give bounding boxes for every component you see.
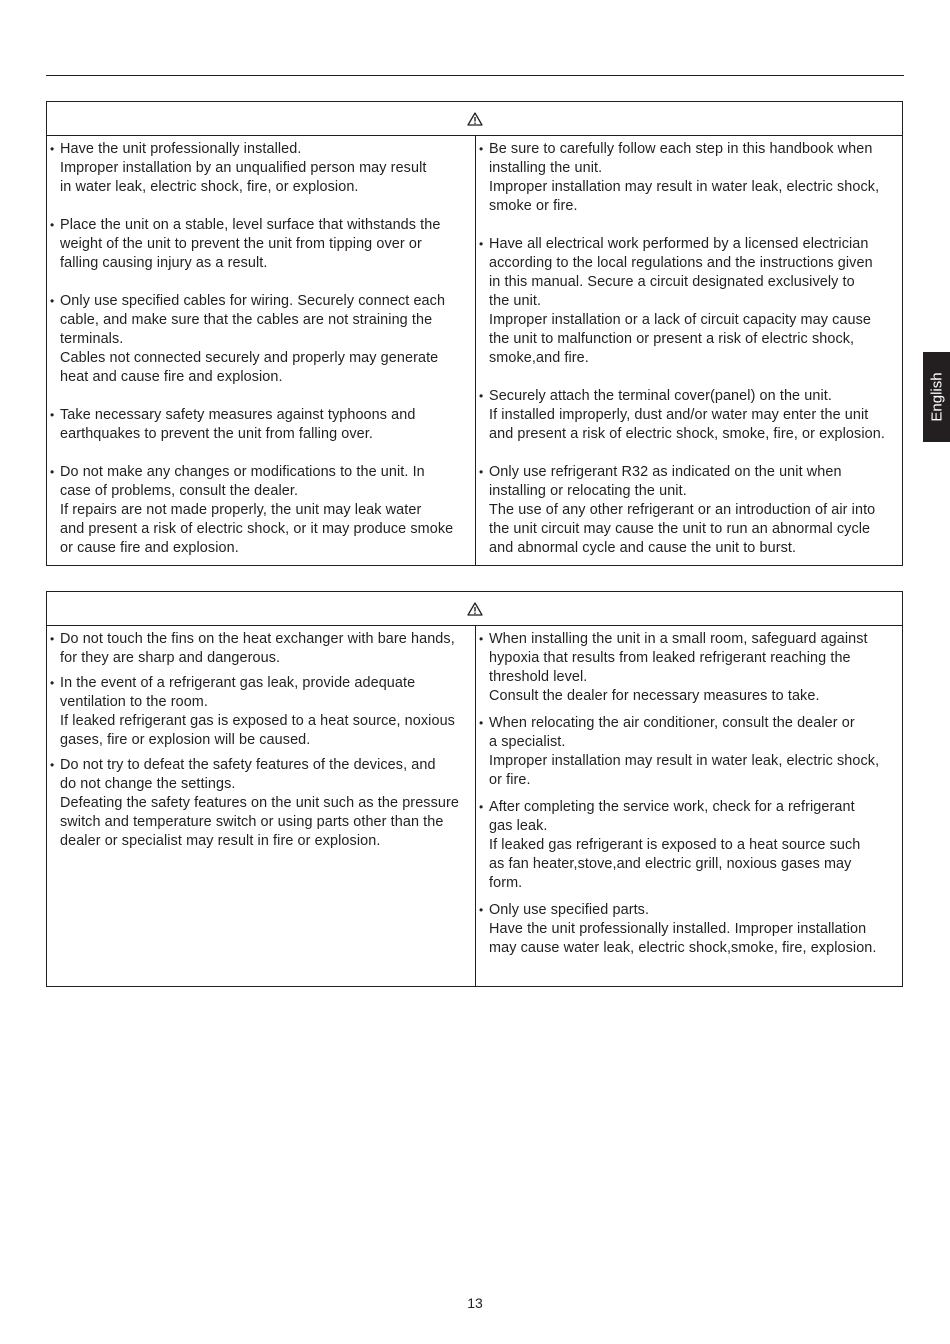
warning-section [46, 101, 903, 566]
bullet-text [60, 630, 455, 668]
text-line: Only use specified parts. [489, 902, 650, 918]
text-line: Securely attach the terminal cover(panel) on the unit. [489, 388, 832, 404]
language-tab-label: English [928, 372, 945, 422]
bullet-dot-icon: • [479, 800, 484, 814]
caution-left-column [47, 625, 476, 986]
text-line: Be sure to carefully follow each step in this handbook when [489, 141, 873, 157]
text-line: Do not touch the fins on the heat exchanger with bare hands, [60, 631, 455, 647]
text-line: Improper installation or a lack of circuit capacity may cause [489, 312, 872, 328]
text-line: in water leak, electric shock, fire, or explosion. [60, 179, 359, 195]
bullet-item [479, 798, 899, 893]
caution-triangle-icon [467, 602, 483, 616]
bullet-dot-icon: • [50, 294, 55, 308]
bullet-dot-icon: • [50, 408, 55, 422]
text-line: and present a risk of electric shock, smoke, fire, or explosion. [489, 426, 885, 442]
text-line: weight of the unit to prevent the unit from tipping over or [60, 236, 422, 252]
bullet-dot-icon: • [479, 237, 484, 251]
text-line: Do not make any changes or modifications to the unit. In [60, 464, 425, 480]
text-line: Take necessary safety measures against typhoons and [60, 407, 416, 423]
warning-right-column [476, 135, 902, 565]
bullet-text [60, 406, 415, 444]
bullet-item [479, 901, 899, 958]
text-line: and present a risk of electric shock, or it may produce smoke [60, 521, 454, 537]
text-line: dealer or specialist may result in fire or explosion. [60, 833, 381, 849]
text-line: When relocating the air conditioner, consult the dealer or [489, 715, 855, 731]
caution-right-column [476, 625, 902, 986]
text-line: Improper installation may result in water leak, electric shock, [489, 753, 880, 769]
bullet-text [60, 463, 453, 558]
text-line: If leaked refrigerant gas is exposed to a heat source, noxious [60, 713, 455, 729]
bullet-text [489, 901, 877, 958]
language-tab [923, 352, 950, 442]
text-line: The use of any other refrigerant or an introduction of air into [489, 502, 876, 518]
text-line: do not change the settings. [60, 776, 236, 792]
bullet-item [479, 235, 899, 368]
text-line: and abnormal cycle and cause the unit to burst. [489, 540, 797, 556]
bullet-item [479, 140, 899, 216]
bullet-text [489, 235, 873, 368]
warning-header [47, 102, 902, 136]
bullet-dot-icon: • [479, 465, 484, 479]
text-line: installing or relocating the unit. [489, 483, 687, 499]
bullet-item [479, 387, 899, 444]
text-line: form. [489, 875, 523, 891]
text-line: heat and cause fire and explosion. [60, 369, 283, 385]
text-line: in this manual. Secure a circuit designated exclusively to [489, 274, 855, 290]
bullet-item [50, 463, 472, 558]
text-line: as fan heater,stove,and electric grill, noxious gases may [489, 856, 852, 872]
bullet-text [489, 463, 875, 558]
bullet-text [60, 292, 445, 387]
text-line: the unit circuit may cause the unit to run an abnormal cycle [489, 521, 871, 537]
bullet-text [60, 674, 455, 750]
text-line: Do not try to defeat the safety features of the devices, and [60, 757, 436, 773]
text-line: If installed improperly, dust and/or water may enter the unit [489, 407, 869, 423]
bullet-text [60, 140, 426, 197]
text-line: for they are sharp and dangerous. [60, 650, 281, 666]
text-line: Only use specified cables for wiring. Securely connect each [60, 293, 446, 309]
bullet-dot-icon: • [479, 142, 484, 156]
text-line: In the event of a refrigerant gas leak, provide adequate [60, 675, 416, 691]
text-line: terminals. [60, 331, 124, 347]
bullet-text [489, 630, 868, 706]
text-line: smoke or fire. [489, 198, 578, 214]
text-line: ventilation to the room. [60, 694, 208, 710]
bullet-text [489, 798, 860, 893]
text-line: or cause fire and explosion. [60, 540, 239, 556]
text-line: Defeating the safety features on the unit such as the pressure [60, 795, 459, 811]
text-line: gases, fire or explosion will be caused. [60, 732, 311, 748]
bullet-text [489, 714, 879, 790]
bullet-dot-icon: • [50, 758, 55, 772]
bullet-text [60, 216, 440, 273]
bullet-text [60, 756, 459, 851]
bullet-item [479, 714, 899, 790]
bullet-dot-icon: • [50, 142, 55, 156]
text-line: the unit to malfunction or present a risk of electric shock, [489, 331, 855, 347]
bullet-text [489, 140, 879, 216]
text-line: Cables not connected securely and properly may generate [60, 350, 439, 366]
bullet-dot-icon: • [50, 632, 55, 646]
text-line: Improper installation by an unqualified person may result [60, 160, 427, 176]
bullet-dot-icon: • [50, 218, 55, 232]
text-line: When installing the unit in a small room, safeguard against [489, 631, 868, 647]
text-line: Have the unit professionally installed. [60, 141, 302, 157]
text-line: the unit. [489, 293, 542, 309]
bullet-dot-icon: • [479, 632, 484, 646]
bullet-item [50, 406, 472, 444]
bullet-item [50, 674, 472, 750]
top-rule [46, 75, 904, 76]
text-line: case of problems, consult the dealer. [60, 483, 299, 499]
text-line: If repairs are not made properly, the unit may leak water [60, 502, 422, 518]
bullet-dot-icon: • [50, 465, 55, 479]
text-line: earthquakes to prevent the unit from falling over. [60, 426, 373, 442]
warning-left-column [47, 135, 476, 565]
caution-header [47, 592, 902, 626]
bullet-item [479, 630, 899, 706]
text-line: Consult the dealer for necessary measures to take. [489, 688, 820, 704]
text-line: gas leak. [489, 818, 548, 834]
page-number: 13 [467, 1295, 483, 1311]
bullet-dot-icon: • [50, 676, 55, 690]
text-line: according to the local regulations and the instructions given [489, 255, 873, 271]
text-line: smoke,and fire. [489, 350, 589, 366]
text-line: Have all electrical work performed by a licensed electrician [489, 236, 869, 252]
text-line: a specialist. [489, 734, 566, 750]
warning-triangle-icon [467, 112, 483, 126]
text-line: cable, and make sure that the cables are not straining the [60, 312, 433, 328]
bullet-item [50, 292, 472, 387]
text-line: After completing the service work, check for a refrigerant [489, 799, 855, 815]
bullet-item [50, 140, 472, 197]
text-line: hypoxia that results from leaked refrigerant reaching the [489, 650, 851, 666]
text-line: or fire. [489, 772, 531, 788]
text-line: installing the unit. [489, 160, 603, 176]
text-line: If leaked gas refrigerant is exposed to a heat source such [489, 837, 861, 853]
text-line: Have the unit professionally installed. Improper installation [489, 921, 867, 937]
caution-section [46, 591, 903, 987]
text-line: Place the unit on a stable, level surface that withstands the [60, 217, 441, 233]
text-line: may cause water leak, electric shock,smoke, fire, explosion. [489, 940, 877, 956]
bullet-item [50, 756, 472, 851]
text-line: Only use refrigerant R32 as indicated on the unit when [489, 464, 842, 480]
text-line: falling causing injury as a result. [60, 255, 268, 271]
text-line: switch and temperature switch or using parts other than the [60, 814, 444, 830]
text-line: Improper installation may result in water leak, electric shock, [489, 179, 880, 195]
text-line: threshold level. [489, 669, 588, 685]
bullet-dot-icon: • [479, 716, 484, 730]
bullet-dot-icon: • [479, 389, 484, 403]
bullet-item [479, 463, 899, 558]
bullet-item [50, 216, 472, 273]
bullet-item [50, 630, 472, 668]
bullet-text [489, 387, 885, 444]
bullet-dot-icon: • [479, 903, 484, 917]
